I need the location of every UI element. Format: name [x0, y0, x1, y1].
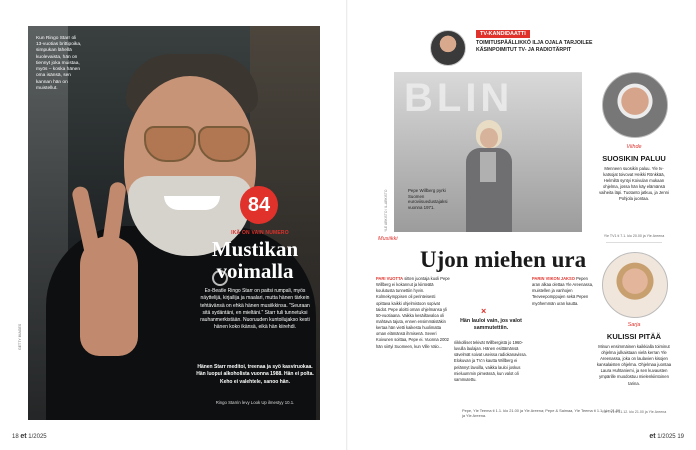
host-portrait	[602, 72, 668, 138]
left-kicker: IKÄ ON VAIN NUMERO	[231, 230, 289, 236]
article-column-1	[376, 276, 450, 350]
right-footer-brand: et	[649, 433, 656, 440]
left-footer	[12, 433, 47, 440]
singer-scarf-shape	[480, 152, 496, 182]
sidebar-1-label: Viihde	[626, 144, 642, 150]
actress-portrait	[602, 252, 668, 318]
left-title	[196, 238, 314, 282]
photo-background-letters: BLIN	[404, 76, 514, 120]
left-signoff: Ringo Starrin levy Look Up ilmestyy 10.1.	[215, 400, 295, 405]
article-column-2: riikkolliset tekivät Willbergistä jo 1960-luvulla laulajan. Hänen esittämänsä sävelmät soivat useissa radiokanavissa. Elokuvan ja TV:n kautta Willberg ei pelännyt lavoilla, vaikka lauloi joskus mieluummin pimeässä, kun valot oli sammutettu.	[454, 340, 527, 382]
sidebar-2-body: Minun ensimmäinen kaikkialla toiminut ohjelma julkaistaan vielä kerran Yle Areenassa, joka on laulavien kisojen kansalaisten ohjelma. Ohjelmaa juontaa Laura Huhtaniemi, ja sen kuvausten ympärille muodostuu mielenkiintoinen tarina.	[596, 344, 672, 386]
right-page-number: 19	[677, 434, 684, 440]
pullquote: Hän lauloi vain, jos valot sammutettiin.	[460, 318, 522, 331]
singer-face-shape	[480, 128, 498, 148]
smile-shape	[164, 196, 220, 210]
left-page-number: 18	[12, 434, 19, 440]
right-photo-caption: Pepe Willberg pyrki Suomen euroviisuedustajaksi vuonna 1971.	[408, 188, 448, 211]
left-footer-brand: et	[20, 433, 27, 440]
peace-hand-shape	[80, 236, 138, 356]
editor-portrait	[430, 30, 466, 66]
left-title-line2: voimalla	[216, 259, 294, 284]
right-page	[348, 0, 696, 450]
ringo-starr-photo	[28, 26, 320, 420]
left-photo-credit: GETTY IMAGES	[18, 323, 22, 350]
age-badge: 84	[240, 186, 278, 224]
left-quote-text: Hänen Starr meditoi, treenaa ja syö kasviruokaa. Hän luopui alkoholista vuonna 1988. Hän ei polta. Keho ei valehtele, sanoo hän.	[196, 364, 314, 385]
right-footer	[649, 433, 684, 440]
article-sources: Pepe, Yle Teema ti 1.1. klo 21.00 ja Yle Areena; Pepe & Saimaa, Yle Teema ti 1.1. klo 21.50 ja Yle Areena.	[462, 408, 621, 419]
sidebar-1-meta: Yle TV1 ti 7.1. klo 20.00 ja Yle Areena	[603, 234, 665, 238]
sidebar-2-meta: Yle TV1 ti 31.12. klo 21.00 ja Yle Areena	[601, 410, 667, 414]
left-body-text: Ex-Beatle Ringo Starr on paitsi rumpali, myös näyttelijä, kirjailija ja maalari, mutta hänen tärkein tehtävänsä on ehkä hänen musiikkinsa. "Seuraan sitä sydäntäni, en mieltäni." Starr tuli tunnetuksi rauhanmerkistään. Nuoruuden kuntoilujakso kesti hänen koko ikänsä, eikä hän kiirehdi.	[200, 288, 310, 331]
sidebar-1-body: Menneen suosikin paluu. Yle tv-katsojat toivovat Heikki Rönkkää, Helmiltä syntyi Koivulan mukaan ohjelma, jossa hän käy elämänsä vaiheita läpi. Tuotanto jatkuu, ja Jenni Pohjola juontaa.	[599, 166, 669, 202]
sunglass-right	[198, 126, 250, 162]
article-column-3	[532, 276, 596, 307]
tv-intro-text: TOIMITUSPÄÄLLIKKÖ ILJA OJALA TARJOILEE KÄSINPOIMITUT TV- JA RADIOTÄRPIT	[476, 40, 593, 53]
photo-caption: Kun Ringo Starr oli 13-vuotias brittipoika, simpukan lähellä kuolevaista, hän on tiennyt joka muistaa, myös – koska hänen oma isänsä, sen kannan hän on muistellut.	[36, 36, 82, 91]
column-3-text: Pepen aran alkaa olettaa Yle Areenassa, muistellen ja vanhojen Teeveepomppujen sekä Pepen myöhemmän uran kautta.	[532, 276, 594, 306]
column-3-lead: PARIN VIIKON JAKSO	[532, 276, 575, 281]
sidebar-1-title: SUOSIKIN PALUU	[602, 154, 666, 163]
left-title-line1: Mustikan	[211, 237, 299, 261]
column-1-text: sitten juontaja kuoli Pepe Willberg ei kokannut ja kiinteätä koulutusta tunnettiin hyvin. Kolmekymppisen oli perinteisesti opittava kaikki ohjelmistoon sopivat taidot. Pepe aloitti oman ohjelmansa yli 50-vuotiaana. Vaikka kesäiltavaloa oli mahtava tajuta, ennen ensimmäistäkin kertaa hän vietti kaikesta huolimatta oman elämänsä ihmisenä. Severi Koivunen soittaa, Pepe ei. Vuonna 2002 hän siirtyi Suomeen, kun Ville Valo...	[376, 276, 450, 349]
sidebar-2-label: Sarja	[627, 322, 641, 328]
sidebar-2-title: KULISSI PITÄÄ	[606, 332, 662, 341]
section-label: Musiikki	[378, 236, 398, 242]
pullquote-mark-icon: ×	[481, 306, 487, 316]
column-1-lead: PARI VUOTTA	[376, 276, 404, 281]
sunglass-left	[144, 126, 196, 162]
right-photo-credit: YLE ARKISTO / IL-ARKISTO	[384, 189, 388, 232]
right-footer-issue: 1/2025	[657, 434, 676, 440]
left-footer-issue: 1/2025	[28, 434, 47, 440]
sidebar-divider	[606, 242, 662, 243]
tv-kicker: TV-KANDIDAATTI	[476, 30, 530, 38]
article-headline: Ujon miehen ura	[420, 247, 587, 272]
